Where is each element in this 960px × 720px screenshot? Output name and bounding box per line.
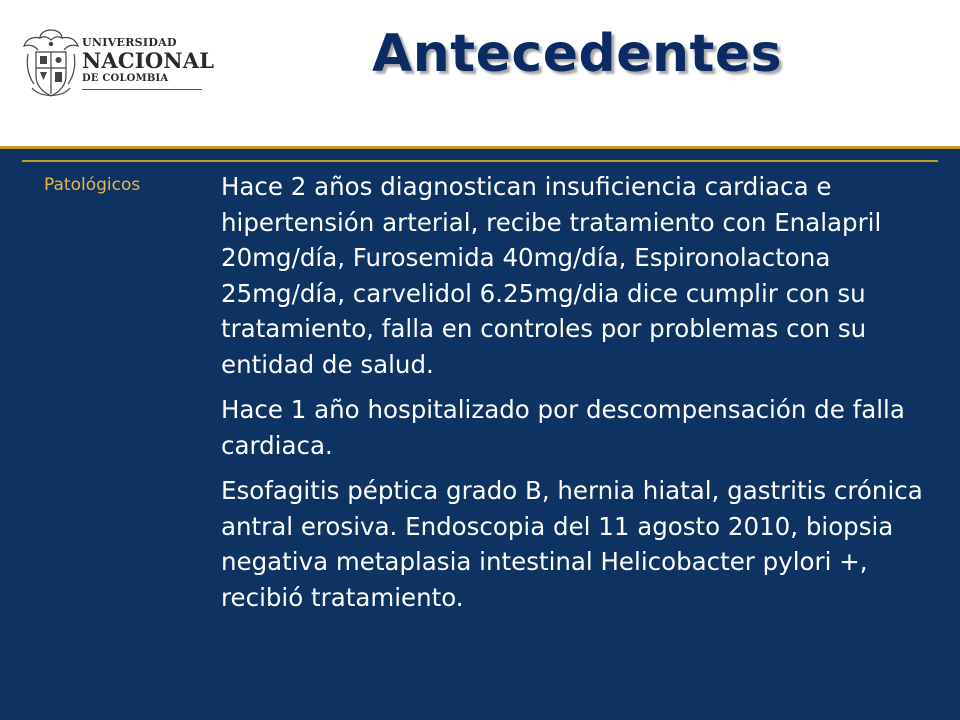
section-label: Patológicos: [44, 175, 141, 195]
logo-line-nacional: NACIONAL: [82, 48, 215, 73]
paragraph-heart-failure: Hace 2 años diagnostican insuficiencia cardiaca e hipertensión arterial, recibe tratamiento con Enalapril 20mg/día, Furosemida 40mg/día, Espironolactona 25mg/día, carvelidol 6.25mg/dia dice cumplir con su tratamiento, falla en controles por problemas con su entidad de salud.: [221, 172, 882, 379]
paragraph-hospitalization: Hace 1 año hospitalizado por descompensación de falla cardiaca.: [221, 395, 905, 460]
logo-line-universidad: UNIVERSIDAD: [82, 36, 177, 49]
coat-of-arms-icon: [22, 24, 80, 104]
header: [0, 0, 960, 146]
university-logo: [22, 24, 215, 104]
body-text: [221, 169, 937, 625]
logo-divider: [82, 89, 202, 90]
logo-wordmark: [82, 37, 214, 84]
slide-title: Antecedentes: [372, 24, 783, 84]
paragraph-gastric-history: Esofagitis péptica grado B, hernia hiatal, gastritis crónica antral erosiva. Endoscopia del 11 agosto 2010, biopsia negativa metaplasia intestinal Helicobacter pylori +, recibió tratamiento.: [221, 476, 923, 612]
logo-line-de-colombia: DE COLOMBIA: [82, 73, 169, 84]
content-panel: [0, 149, 960, 720]
content-gold-divider: [22, 160, 938, 162]
